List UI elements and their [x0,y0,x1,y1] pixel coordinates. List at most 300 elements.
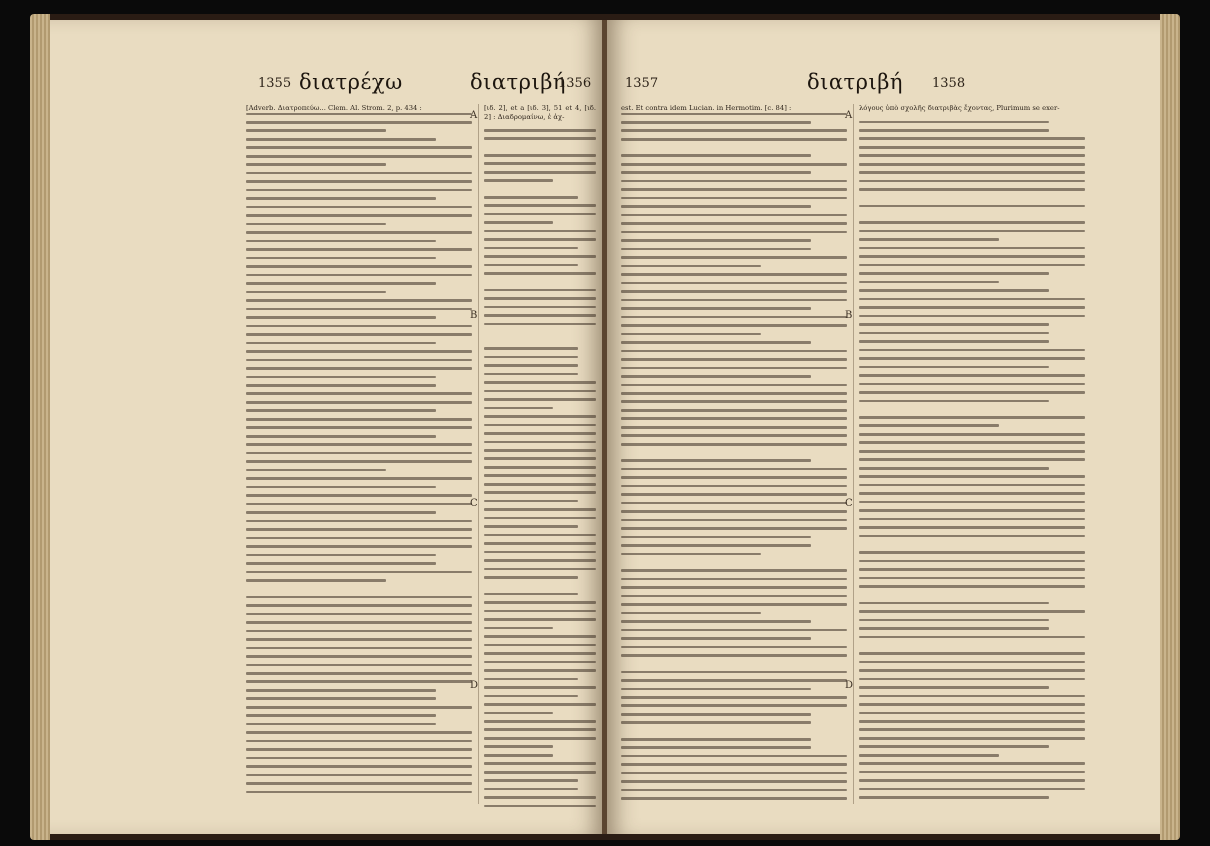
margin-letter: B [470,310,478,321]
text-line [484,661,596,664]
text-line [246,401,472,404]
text-line [621,738,811,741]
text-line [484,534,596,537]
text-line [621,392,847,395]
text-line [484,364,578,367]
text-line [621,569,847,572]
text-line [859,298,1085,301]
text-line [484,373,578,376]
text-line [621,502,847,505]
text-line [246,571,472,574]
text-line [246,155,472,158]
text-line [484,559,596,562]
text-line [859,771,1085,774]
text-line [484,474,596,477]
text-line [246,197,436,200]
text-line [246,706,472,709]
text-line [484,805,596,808]
text-line [859,238,999,241]
text-line [484,281,596,289]
text-line [859,619,1049,622]
text-line [246,367,472,370]
text-line [859,433,1085,436]
text-line [859,205,1085,208]
text-line [246,316,436,319]
text-line [859,171,1085,174]
text-line [246,638,472,641]
text-line [859,610,1085,613]
text-line [484,390,596,393]
text-line [484,466,596,469]
text-line [484,297,596,300]
text-line [621,451,847,459]
text-line [621,333,761,336]
text-line [859,154,1085,157]
text-line [484,686,596,689]
text-line [484,491,596,494]
text-line [246,537,472,540]
text-line [246,579,386,582]
text-line [859,695,1085,698]
text-line [246,774,472,777]
text-line [621,476,847,479]
text-line [621,248,811,251]
text-line [859,526,1085,529]
text-line [859,121,1049,124]
text-line [621,358,847,361]
text-line [621,113,847,116]
text-line [859,315,1085,318]
text-line [859,762,1085,765]
text-line [621,443,847,446]
text-line [859,518,1085,521]
page-number-right: 1356 [558,76,592,91]
text-line [859,720,1085,723]
text-line [484,483,596,486]
left-page [50,20,603,834]
text-line [621,620,811,623]
text-line [859,543,1085,551]
text-line [246,359,472,362]
text-line [621,417,847,420]
text-line [246,452,472,455]
text-line [484,196,578,199]
text-line [484,551,596,554]
text-line [859,652,1085,655]
text-line [484,601,596,604]
text-line [484,669,596,672]
text-line [484,121,596,129]
text-line [859,247,1085,250]
text-line [621,780,847,783]
text-line [484,500,578,503]
text-line [621,746,811,749]
text-line [859,408,1085,416]
text-line [484,449,596,452]
text-line [246,121,472,124]
text-line [621,273,847,276]
text-line [621,637,811,640]
text-line [484,347,578,350]
text-line [246,782,472,785]
text-column-1 [621,104,847,810]
text-line [859,450,1085,453]
text-line [484,221,553,224]
text-line [621,519,847,522]
text-line [484,593,578,596]
text-line [246,172,472,175]
text-line [246,680,472,683]
text-line [246,791,472,794]
text-line [621,721,811,724]
text-line [246,257,436,260]
text-line [859,163,1085,166]
text-line [621,341,811,344]
text-line [484,339,596,347]
text-line [859,416,1085,419]
text-line [246,748,472,751]
text-line [621,553,761,556]
text-line [484,137,596,140]
text-line [621,171,811,174]
text-line [484,264,578,267]
text-line [621,527,847,530]
text-line [621,146,847,154]
column-text-lines [859,113,1085,799]
text-line [246,299,472,302]
text-line [246,562,436,565]
text-line [246,146,472,149]
text-line [484,771,596,774]
text-line [621,671,847,674]
text-line [859,306,1085,309]
page-number-right: 1358 [932,76,966,91]
text-line [859,484,1085,487]
text-line [621,544,811,547]
text-line [246,206,472,209]
text-line [484,129,596,132]
text-line [859,424,999,427]
text-line [859,686,1049,689]
text-line [484,424,596,427]
margin-letter: B [845,310,853,321]
text-line [246,113,472,116]
text-line [484,407,553,410]
text-line [859,366,1049,369]
text-line [484,213,596,216]
text-line [621,797,847,800]
text-line [621,586,847,589]
text-line [859,509,1085,512]
column-opening-text: [Adverb. Διατροπεύω... Clem. Al. Strom. 2, p. 434 : [246,104,422,112]
text-line [621,763,847,766]
text-line [246,223,386,226]
text-line [621,663,847,671]
text-line [246,443,472,446]
text-line [246,613,472,616]
text-line [621,214,847,217]
text-line [246,697,436,700]
text-line [484,652,596,655]
text-line [621,426,847,429]
text-line [621,222,847,225]
page-headword: διατρέχω [299,70,403,94]
text-line [484,720,596,723]
text-line [859,712,1085,715]
text-line [484,508,596,511]
text-line [484,238,596,241]
text-line [859,703,1085,706]
text-line [859,535,1085,538]
text-line [621,205,811,208]
text-line [246,333,472,336]
text-line [621,265,761,268]
text-line [859,221,1085,224]
text-line [859,467,1049,470]
text-line [484,247,578,250]
text-line [246,655,472,658]
text-line [246,240,436,243]
text-line [621,468,847,471]
text-line [484,255,596,258]
text-line [859,728,1085,731]
text-line [484,610,596,613]
text-line [859,796,1049,799]
text-line [246,291,386,294]
text-line [246,554,436,557]
text-line [621,561,847,569]
text-column-2 [484,104,596,810]
text-line [246,588,472,596]
margin-letter: A [470,110,478,121]
text-line [621,704,847,707]
text-line [246,274,472,277]
text-line [246,189,472,192]
text-line [621,730,847,738]
text-line [859,779,1085,782]
text-line [621,696,847,699]
column-divider [853,104,854,804]
text-line [484,585,596,593]
text-line [484,441,596,444]
text-line [621,129,847,132]
text-line [859,560,1085,563]
text-line [246,604,472,607]
text-line [484,712,553,715]
text-line [859,577,1085,580]
book-edge-right [1160,14,1180,840]
text-line [621,654,847,657]
text-line [859,113,1085,121]
text-line [859,400,1049,403]
text-line [621,231,847,234]
text-line [484,323,596,326]
text-line [484,204,596,207]
text-line [859,754,999,757]
text-line [484,179,553,182]
text-line [484,415,596,418]
book-edge-left [30,14,50,840]
text-line [859,585,1085,588]
column-text-lines [246,113,472,808]
text-line [859,332,1049,335]
text-line [484,398,596,401]
text-line [484,762,596,765]
column-opening-text: λόγους ὑπὸ σχολῆς διατριβὰς ἔχοντας, Plurimum se exer- [859,104,1060,112]
text-line [484,728,596,731]
text-line [859,272,1049,275]
text-line [621,755,847,758]
text-line [859,137,1085,140]
text-line [859,594,1085,602]
text-line [621,307,811,310]
text-line [859,458,1085,461]
text-line [859,636,1085,639]
text-line [859,323,1049,326]
column-text-lines [484,121,596,807]
text-line [859,669,1085,672]
text-line [246,214,472,217]
text-line [246,545,472,548]
text-line [859,289,1049,292]
text-line [246,740,472,743]
text-line [859,644,1085,652]
text-line [859,197,1085,205]
margin-letter: C [845,498,853,509]
text-line [484,289,596,292]
text-line [859,129,1049,132]
text-line [859,374,1085,377]
text-line [859,788,1085,791]
text-line [484,171,596,174]
text-line [246,376,436,379]
text-line [484,618,596,621]
text-line [859,745,1049,748]
text-line [484,230,596,233]
text-line [484,644,596,647]
text-line [621,367,847,370]
text-line [246,460,472,463]
text-line [484,188,596,196]
text-line [484,381,596,384]
text-line [859,357,1085,360]
text-line [859,568,1085,571]
text-line [246,757,472,760]
text-line [484,154,596,157]
text-line [246,494,472,497]
page-number: 1357 [625,76,659,91]
text-line [484,457,596,460]
text-line [484,576,578,579]
text-line [621,197,847,200]
text-line [859,551,1085,554]
text-line [621,282,847,285]
text-line [484,542,596,545]
text-line [621,629,847,632]
text-line [484,331,596,339]
text-line [246,282,436,285]
text-line [484,737,596,740]
text-line [621,256,847,259]
text-line [859,281,999,284]
text-line [246,520,472,523]
text-line [484,314,596,317]
text-line [246,469,386,472]
text-line [484,788,578,791]
text-line [859,383,1085,386]
margin-letter: D [470,680,479,691]
column-opening-text: est. Et contra idem Lucian. in Hermotim. [c. 84] : [621,104,792,112]
text-line [621,188,847,191]
text-line [484,703,596,706]
text-line [859,349,1085,352]
text-line [484,796,596,799]
text-line [859,230,1085,233]
text-line [484,306,596,309]
text-line [621,121,811,124]
text-line [859,180,1085,183]
text-line [484,525,578,528]
text-line [859,661,1085,664]
text-line [621,384,847,387]
text-line [859,391,1085,394]
page-number: 1355 [258,76,292,91]
open-book [30,14,1180,840]
text-line [246,163,386,166]
text-line [246,731,472,734]
text-line [859,441,1085,444]
text-line [246,350,472,353]
text-line [621,239,811,242]
text-line [246,265,472,268]
text-line [246,325,472,328]
text-line [246,248,472,251]
text-line [246,426,472,429]
text-line [621,612,761,615]
text-line [859,737,1085,740]
text-line [246,714,436,717]
text-line [246,486,436,489]
text-line [246,477,472,480]
text-line [484,146,596,154]
text-line [859,627,1049,630]
text-line [484,754,553,757]
margin-letter: C [470,498,478,509]
text-line [621,493,847,496]
text-line [246,418,472,421]
text-line [246,630,472,633]
right-page [607,20,1160,834]
text-line [859,602,1049,605]
text-line [246,799,472,807]
text-line [484,678,578,681]
text-line [859,475,1085,478]
text-line [621,290,847,293]
text-line [246,503,472,506]
column-text-lines [621,113,847,800]
text-line [621,400,847,403]
text-line [859,255,1085,258]
text-line [621,324,847,327]
text-line [859,492,1085,495]
text-line [484,162,596,165]
text-line [859,213,1085,221]
text-line [246,129,386,132]
text-line [859,501,1085,504]
text-line [859,146,1085,149]
text-line [246,308,472,311]
text-line [246,528,472,531]
